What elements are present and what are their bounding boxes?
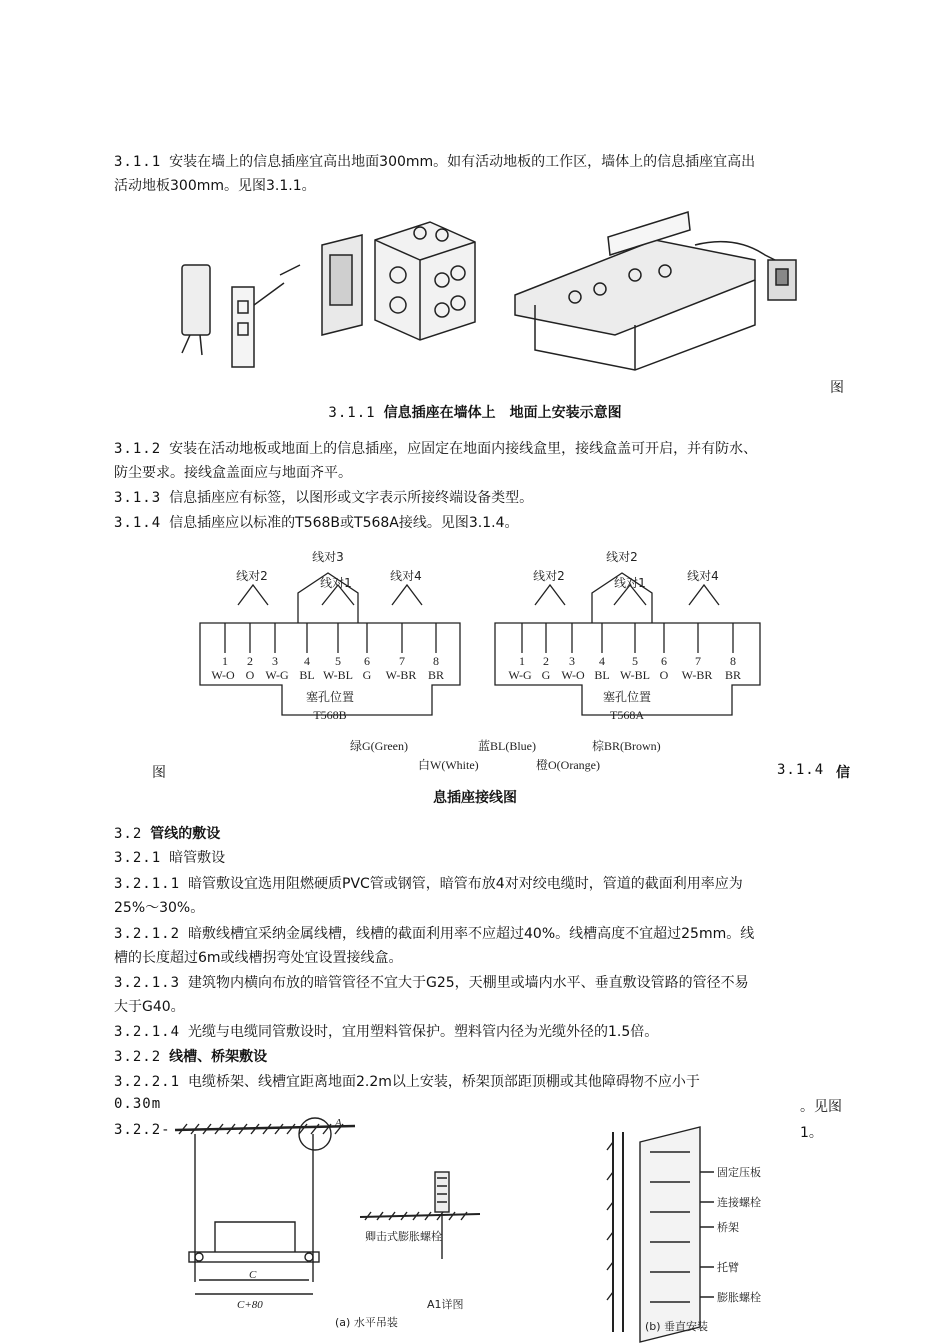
t568b-pair4-label: 线对4 [390, 569, 422, 583]
t568b-name: T568B [313, 708, 347, 722]
fig-subcaption-b: (b) 垂直安装 [645, 1320, 709, 1333]
para-3-1-2-line1: 3.1.2 安装在活动地板或地面上的信息插座，应固定在地面内接线盒里，接线盒盖可开启，并有防水、 [114, 441, 758, 457]
heading-3-2-2: 3.2.2 线槽、桥架敷设 [114, 1049, 268, 1065]
t568b-pair2-label: 线对2 [236, 569, 268, 583]
t568b-hole-label: 塞孔位置 [305, 690, 355, 704]
heading-3-2-1: 3.2.1 暗管敷设 [114, 850, 226, 866]
t568a-pair4-label: 线对4 [687, 569, 719, 583]
t568b-pair1-label: 线对1 [320, 576, 352, 590]
figure-3-1-4 [190, 545, 770, 775]
t568b-pin: 2 [247, 654, 253, 668]
figure-3-1-4-xin: 信 [836, 765, 850, 781]
t568a-color: G [541, 668, 551, 682]
fig-label-bolt: 卿击式膨胀螺栓 [365, 1230, 442, 1243]
t568a-color: W-BL [620, 668, 650, 682]
t568b-color: BR [427, 668, 445, 682]
fig-label-detail: A1详图 [427, 1298, 464, 1311]
legend-brown: 棕BR(Brown) [592, 739, 661, 753]
para-3-2-2-1-line3b: 1。 [800, 1125, 823, 1141]
para-3-1-1-line2: 活动地板300mm。见图3.1.1。 [114, 178, 316, 194]
t568b-color: G [362, 668, 372, 682]
t568a-color: W-O [561, 668, 585, 682]
t568b-color: O [245, 668, 255, 682]
para-3-2-2-1-line3a: 3.2.2- [114, 1122, 171, 1138]
figure-3-1-1-caption: 3.1.1 信息插座在墙体上 地面上安装示意图 [328, 405, 622, 421]
para-3-1-4: 3.1.4 信息插座应以标准的T568B或T568A接线。见图3.1.4。 [114, 515, 519, 531]
t568b-pair3-label: 线对3 [312, 550, 344, 564]
para-3-2-1-1-line2: 25%～30%。 [114, 900, 205, 916]
fig-label-l3: 桥架 [717, 1221, 739, 1234]
legend-white: 白W(White) [418, 758, 479, 772]
heading-3-2: 3.2 管线的敷设 [114, 826, 221, 842]
t568b-color: W-BL [323, 668, 353, 682]
legend-orange: 橙O(Orange) [536, 758, 600, 772]
t568b-pin: 6 [364, 654, 370, 668]
para-3-2-1-1-line1: 3.2.1.1 暗管敷设宜选用阻燃硬质PVC管或钢管，暗管布放4对对绞电缆时，管道的截面利用率应为 [114, 876, 743, 892]
fig-label-c: C [249, 1269, 257, 1281]
t568b-pin: 1 [222, 654, 228, 668]
fig-label-c80: C+80 [237, 1299, 263, 1311]
fig-label-l4: 托臂 [717, 1261, 739, 1274]
t568a-pin: 2 [543, 654, 549, 668]
t568b-pin: 4 [304, 654, 310, 668]
figure-3-1-4-num: 3.1.4 [777, 762, 825, 778]
t568a-pair1-label: 线对1 [614, 576, 646, 590]
t568b-pin: 3 [272, 654, 278, 668]
t568a-color: O [659, 668, 669, 682]
fig-label-l5: 膨胀螺栓 [717, 1291, 761, 1304]
t568b-color: W-G [265, 668, 289, 682]
para-3-1-3: 3.1.3 信息插座应有标签，以图形或文字表示所接终端设备类型。 [114, 490, 534, 506]
t568a-pin: 3 [569, 654, 575, 668]
fig-label-a: A [335, 1117, 342, 1129]
t568b-color: BL [299, 668, 315, 682]
para-3-1-2-line2: 防尘要求。接线盒盖面应与地面齐平。 [114, 465, 352, 481]
t568b-pin: 8 [433, 654, 439, 668]
figure-3-2-2-1 [165, 1112, 795, 1344]
t568a-hole-label: 塞孔位置 [602, 690, 652, 704]
para-3-1-1-line1: 3.1.1 安装在墙上的信息插座宜高出地面300mm。如有活动地板的工作区，墙体上的信息插座宜高出 [114, 154, 756, 170]
t568a-color: BR [724, 668, 742, 682]
figure-3-1-4-tu: 图 [152, 765, 166, 781]
legend-blue: 蓝BL(Blue) [478, 739, 536, 753]
figure-3-1-1-tu: 图 [830, 380, 844, 396]
t568a-pin: 8 [730, 654, 736, 668]
t568b-color: W-BR [385, 668, 417, 682]
para-3-2-1-2-line1: 3.2.1.2 暗敷线槽宜采纳金属线槽，线槽的截面利用率不应超过40%。线槽高度不宜超过25mm。线 [114, 926, 755, 942]
t568a-color: W-G [508, 668, 532, 682]
para-3-2-1-4: 3.2.1.4 光缆与电缆同管敷设时，宜用塑料管保护。塑料管内径为光缆外径的1.5倍。 [114, 1024, 659, 1040]
t568a-pin: 6 [661, 654, 667, 668]
t568a-color: W-BR [681, 668, 713, 682]
t568b-pin: 5 [335, 654, 341, 668]
fig-label-l2: 连接螺栓 [717, 1196, 761, 1209]
para-3-2-2-1-line2b: 。见图 [800, 1099, 842, 1115]
t568a-pin: 5 [632, 654, 638, 668]
t568a-color: BL [594, 668, 610, 682]
para-3-2-2-1-line1: 3.2.2.1 电缆桥架、线槽宜距离地面2.2m以上安装，桥架顶部距顶棚或其他障碍物不应小于 [114, 1074, 700, 1090]
t568a-pin: 7 [695, 654, 701, 668]
legend-green: 绿G(Green) [350, 739, 408, 753]
t568a-pin: 4 [599, 654, 605, 668]
figure-3-1-1 [170, 205, 810, 375]
figure-3-1-4-caption: 息插座接线图 [433, 790, 517, 806]
t568a-pair3-label: 线对2 [606, 550, 638, 564]
t568a-pair2-label: 线对2 [533, 569, 565, 583]
fig-label-l1: 固定压板 [717, 1166, 761, 1179]
t568a-pin: 1 [519, 654, 525, 668]
para-3-2-1-2-line2: 槽的长度超过6m或线槽拐弯处宜设置接线盒。 [114, 950, 403, 966]
para-3-2-1-3-line2: 大于G40。 [114, 999, 185, 1015]
para-3-2-2-1-line2a: 0.30m [114, 1096, 162, 1112]
t568b-pin: 7 [399, 654, 405, 668]
fig-subcaption-a: (a) 水平吊装 [335, 1316, 398, 1329]
para-3-2-1-3-line1: 3.2.1.3 建筑物内横向布放的暗管管径不宜大于G25，天棚里或墙内水平、垂直敷设管路的管径不易 [114, 975, 749, 991]
t568a-name: T568A [610, 708, 644, 722]
t568b-color: W-O [211, 668, 235, 682]
